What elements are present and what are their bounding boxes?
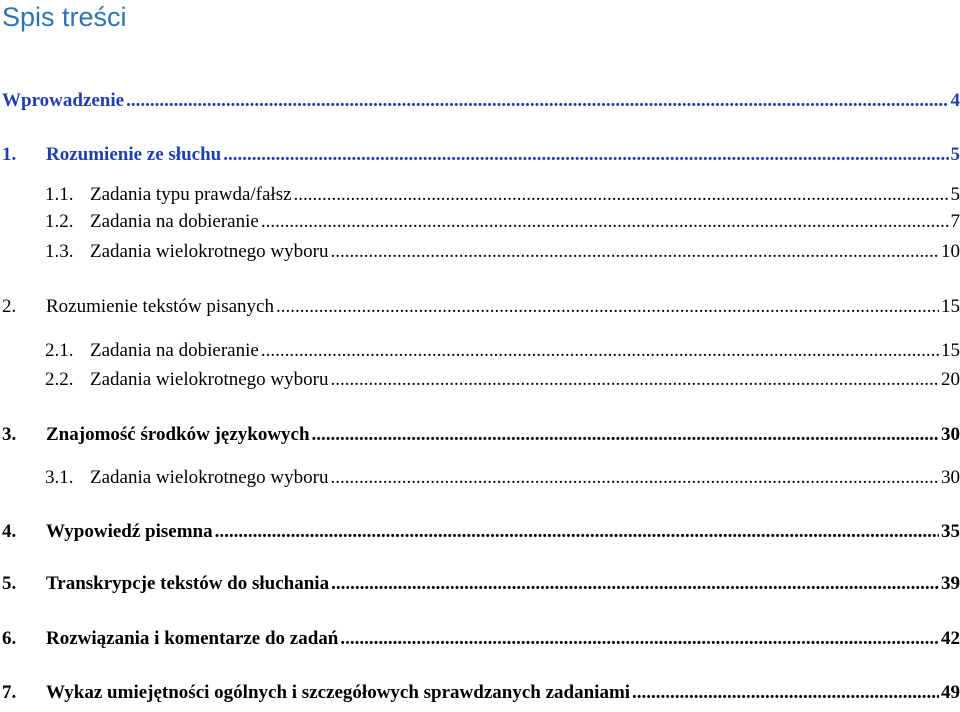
toc-entry-text: Wypowiedź pisemna bbox=[46, 521, 213, 542]
toc-entry-page: 39 bbox=[941, 573, 960, 594]
toc-entry-text: Zadania wielokrotnego wyboru bbox=[90, 369, 329, 390]
toc-entry-number: 3. bbox=[2, 424, 17, 445]
toc-entry-chapter-5[interactable] bbox=[2, 572, 960, 596]
dot-leader bbox=[331, 572, 939, 596]
toc-entry-page: 4 bbox=[950, 90, 960, 111]
toc-entry-page: 5 bbox=[950, 144, 960, 165]
toc-entry-chapter-4[interactable] bbox=[2, 520, 960, 544]
toc-entry-number: 5. bbox=[2, 573, 17, 594]
toc-entry-section-2-1[interactable] bbox=[45, 339, 960, 363]
dot-leader bbox=[330, 240, 939, 264]
toc-entry-text: Rozumienie tekstów pisanych bbox=[46, 296, 274, 317]
toc-entry-chapter-3[interactable] bbox=[2, 423, 960, 447]
toc-entry-page: 7 bbox=[950, 211, 960, 232]
toc-entry-number: 1.3. bbox=[45, 241, 74, 262]
toc-entry-number: 6. bbox=[2, 628, 17, 649]
toc-entry-page: 15 bbox=[941, 296, 960, 317]
toc-entry-text: Rozumienie ze słuchu bbox=[46, 144, 222, 165]
toc-entry-section-1-2[interactable] bbox=[45, 210, 960, 234]
toc-entry-text: Zadania na dobieranie bbox=[90, 340, 259, 361]
dot-leader bbox=[223, 143, 948, 167]
toc-entry-page: 20 bbox=[941, 369, 960, 390]
dot-leader bbox=[312, 423, 939, 447]
toc-entry-text: Zadania wielokrotnego wyboru bbox=[90, 241, 329, 262]
dot-leader bbox=[215, 520, 939, 544]
toc-entry-chapter-2[interactable] bbox=[2, 295, 960, 319]
toc-entry-text: Zadania wielokrotnego wyboru bbox=[90, 467, 329, 488]
dot-leader bbox=[294, 183, 949, 207]
toc-entry-chapter-1[interactable] bbox=[2, 143, 960, 167]
dot-leader bbox=[126, 89, 948, 113]
toc-entry-text: Wprowadzenie bbox=[2, 90, 125, 111]
toc-entry-chapter-6[interactable] bbox=[2, 627, 960, 651]
toc-entry-page: 10 bbox=[941, 241, 960, 262]
toc-entry-chapter-7[interactable] bbox=[2, 681, 960, 705]
toc-entry-page: 15 bbox=[941, 340, 960, 361]
toc-entry-number: 7. bbox=[2, 682, 17, 703]
toc-entry-number: 2. bbox=[2, 296, 17, 317]
toc-entry-text: Zadania na dobieranie bbox=[90, 211, 259, 232]
toc-entry-section-2-2[interactable] bbox=[45, 368, 960, 392]
page-title: Spis treści bbox=[2, 2, 127, 32]
toc-entry-section-3-1[interactable] bbox=[45, 466, 960, 490]
toc-entry-section-1-3[interactable] bbox=[45, 240, 960, 264]
toc-entry-number: 4. bbox=[2, 521, 17, 542]
dot-leader bbox=[632, 681, 939, 705]
toc-entry-page: 5 bbox=[950, 184, 960, 205]
toc-entry-page: 30 bbox=[941, 424, 960, 445]
dot-leader bbox=[330, 466, 939, 490]
toc-entry-text: Znajomość środków językowych bbox=[46, 424, 310, 445]
toc-entry-number: 1. bbox=[2, 144, 17, 165]
toc-entry-number: 2.1. bbox=[45, 340, 74, 361]
dot-leader bbox=[276, 295, 939, 319]
toc-entry-section-1-1[interactable] bbox=[45, 183, 960, 207]
toc-entry-text: Rozwiązania i komentarze do zadań bbox=[46, 628, 339, 649]
toc-entry-text: Zadania typu prawda/fałsz bbox=[90, 184, 292, 205]
toc-entry-number: 3.1. bbox=[45, 467, 74, 488]
toc-entry-page: 49 bbox=[941, 682, 960, 703]
dot-leader bbox=[340, 627, 939, 651]
toc-entry-number: 2.2. bbox=[45, 369, 74, 390]
toc-entry-number: 1.2. bbox=[45, 211, 74, 232]
dot-leader bbox=[261, 210, 949, 234]
dot-leader bbox=[261, 339, 939, 363]
toc-entry-introduction[interactable] bbox=[2, 89, 960, 113]
toc-entry-page: 42 bbox=[941, 628, 960, 649]
toc-entry-page: 35 bbox=[941, 521, 960, 542]
toc-entry-text: Transkrypcje tekstów do słuchania bbox=[46, 573, 330, 594]
toc-entry-text: Wykaz umiejętności ogólnych i szczegółowych sprawdzanych zadaniami bbox=[46, 682, 631, 703]
toc-entry-number: 1.1. bbox=[45, 184, 74, 205]
dot-leader bbox=[330, 368, 939, 392]
toc-entry-page: 30 bbox=[941, 467, 960, 488]
